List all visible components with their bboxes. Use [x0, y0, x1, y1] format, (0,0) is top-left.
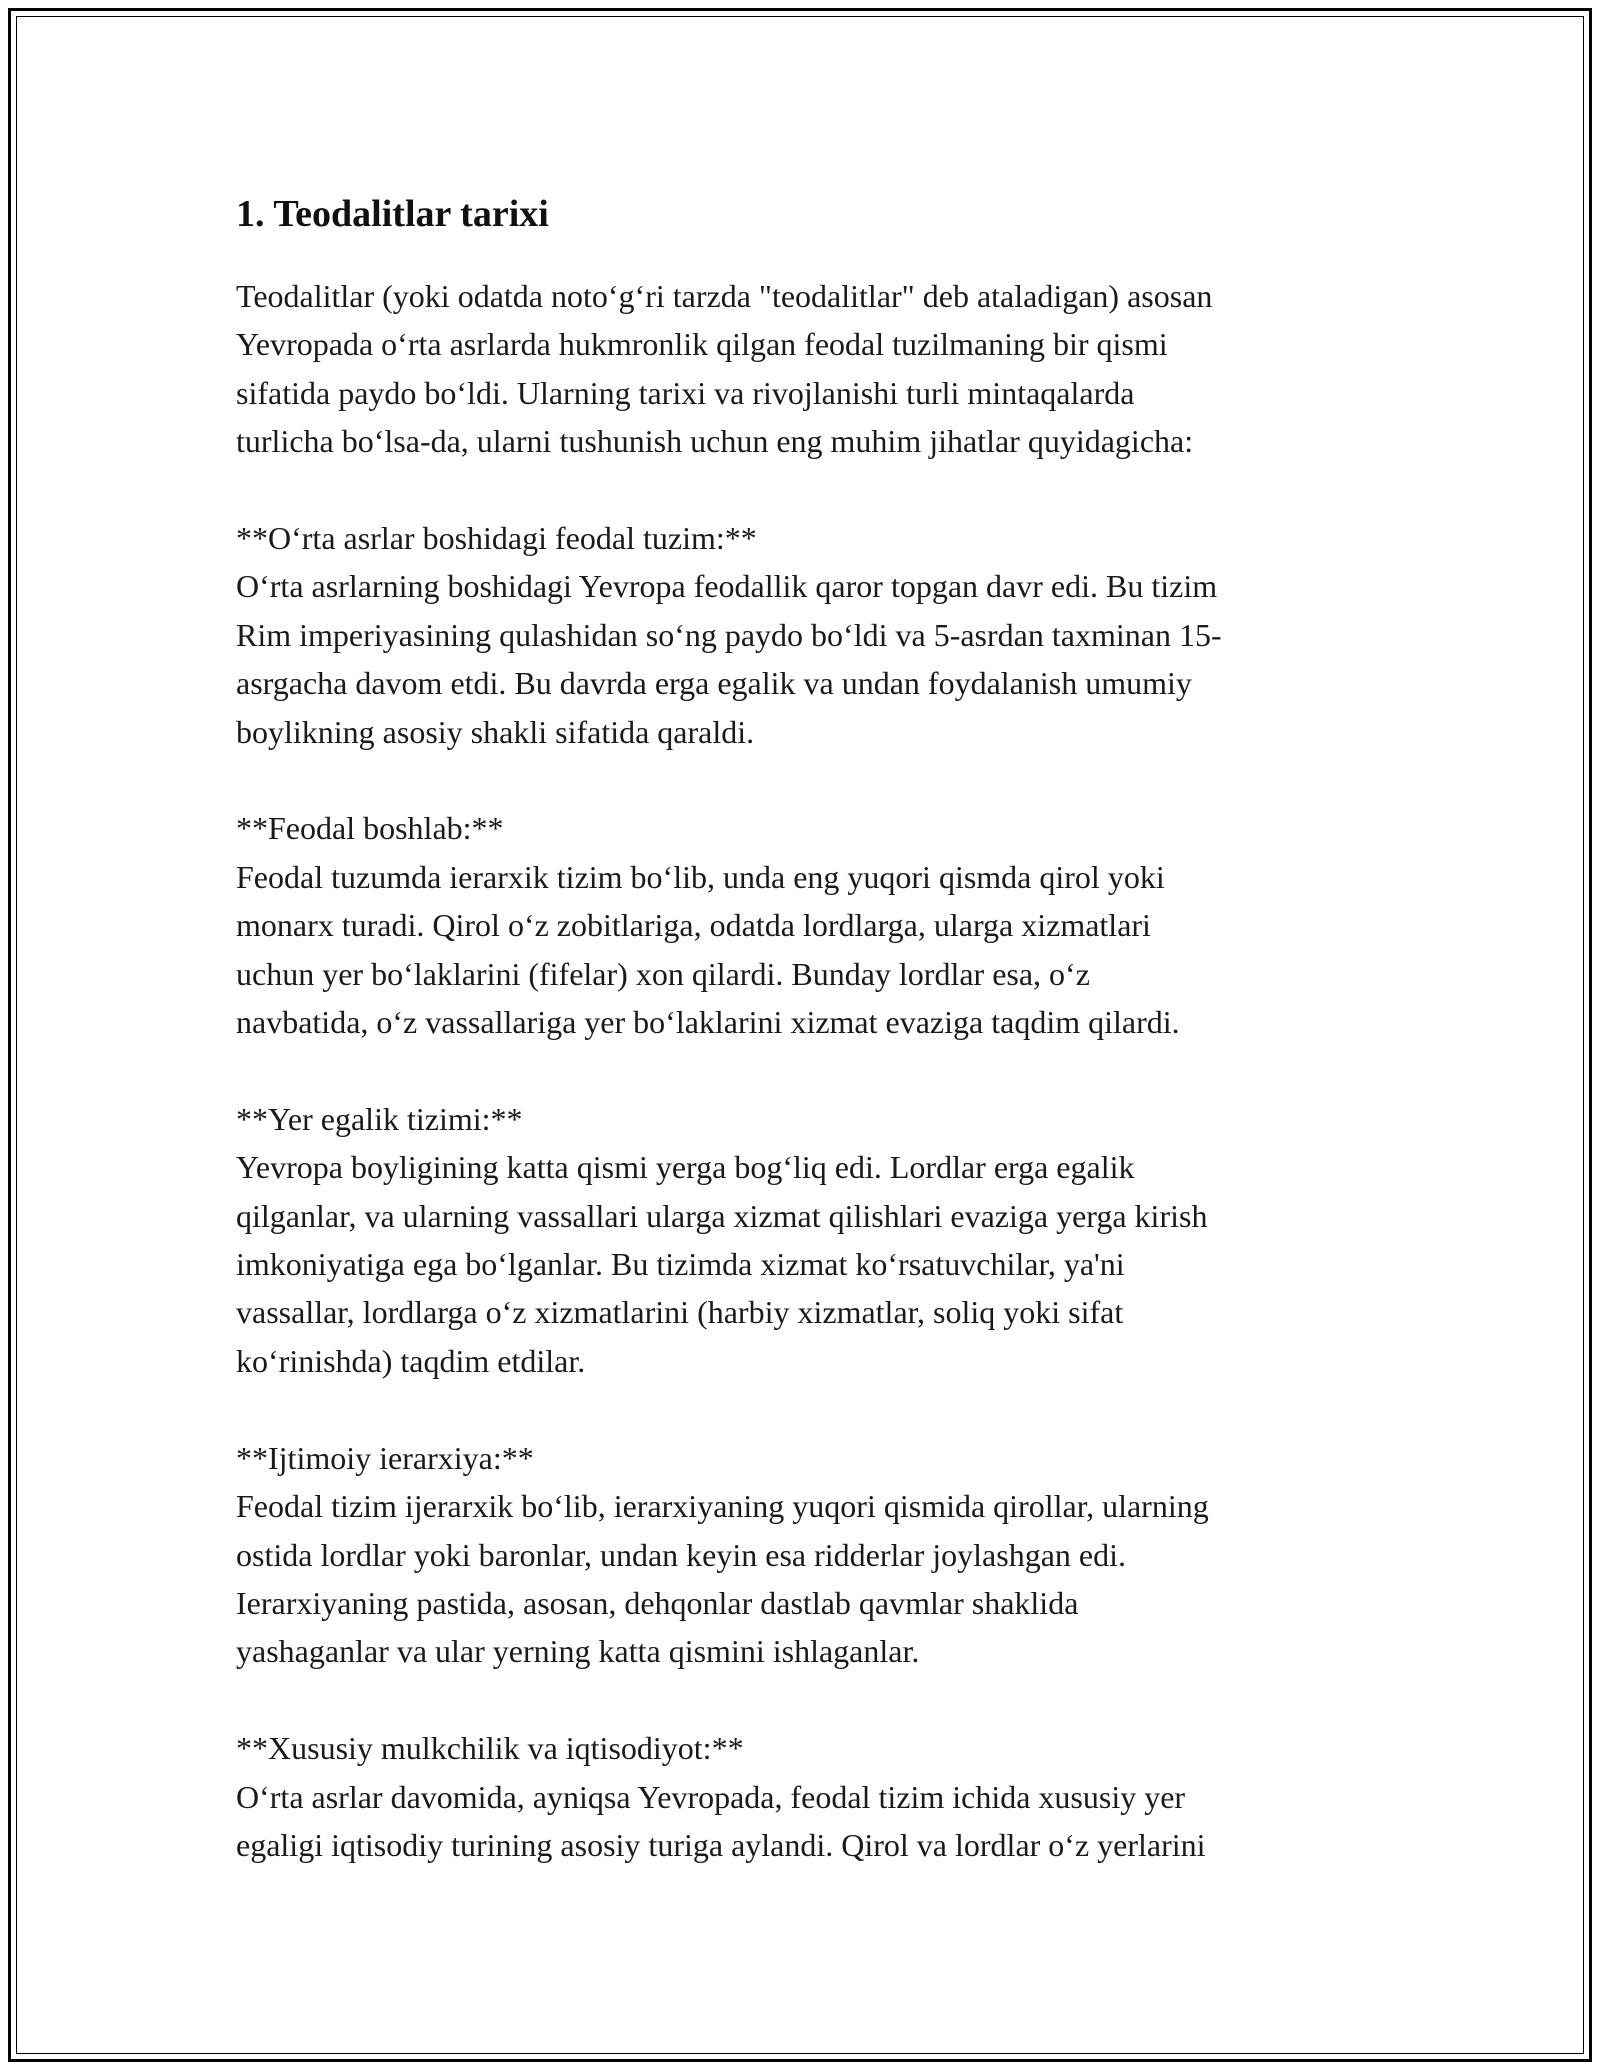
section-line: Yevropa boyligining katta qismi yerga bog‘liq edi. Lordlar erga egalik	[236, 1149, 1135, 1186]
section-line: Rim imperiyasining qulashidan so‘ng paydo bo‘ldi va 5-asrdan taxminan 15-	[236, 616, 1222, 653]
section-land-ownership	[236, 1095, 1396, 1385]
section-line: Feodal tuzumda ierarxik tizim bo‘lib, unda eng yuqori qismda qirol yoki	[236, 858, 1165, 895]
intro-line: sifatida paydo bo‘ldi. Ularning tarixi va rivojlanishi turli mintaqalarda	[236, 374, 1135, 411]
section-line: Ierarxiyaning pastida, asosan, dehqonlar dastlab qavmlar shaklida	[236, 1584, 1079, 1621]
section-line: ko‘rinishda) taqdim etdilar.	[236, 1342, 586, 1379]
section-title: **Feodal boshlab:**	[236, 810, 504, 847]
intro-line: turlicha bo‘lsa-da, ularni tushunish uchun eng muhim jihatlar quyidagicha:	[236, 423, 1194, 460]
section-line: O‘rta asrlarning boshidagi Yevropa feodallik qaror topgan davr edi. Bu tizim	[236, 568, 1218, 605]
section-private-property	[236, 1724, 1396, 1869]
section-early-middle-ages	[236, 514, 1396, 756]
section-title: **O‘rta asrlar boshidagi feodal tuzim:**	[236, 520, 757, 557]
section-line: egaligi iqtisodiy turining asosiy turiga aylandi. Qirol va lordlar o‘z yerlarini	[236, 1826, 1206, 1863]
section-line: uchun yer bo‘laklarini (fifelar) xon qilardi. Bunday lordlar esa, o‘z	[236, 955, 1090, 992]
section-line: navbatida, o‘z vassallariga yer bo‘laklarini xizmat evaziga taqdim qilardi.	[236, 1004, 1180, 1041]
section-feudal-start	[236, 804, 1396, 1046]
section-line: monarx turadi. Qirol o‘z zobitlariga, odatda lordlarga, ularga xizmatlari	[236, 907, 1151, 944]
intro-paragraph	[236, 272, 1396, 466]
section-line: yashaganlar va ular yerning katta qismini ishlaganlar.	[236, 1633, 920, 1670]
intro-line: Teodalitlar (yoki odatda noto‘g‘ri tarzda "teodalitlar" deb ataladigan) asosan	[236, 278, 1213, 314]
section-title: **Xususiy mulkchilik va iqtisodiyot:**	[236, 1730, 744, 1767]
section-line: boylikning asosiy shakli sifatida qaraldi.	[236, 713, 755, 750]
document-heading: 1. Teodalitlar tarixi	[236, 193, 549, 235]
section-title: **Ijtimoiy ierarxiya:**	[236, 1439, 534, 1476]
section-line: imkoniyatiga ega bo‘lganlar. Bu tizimda xizmat ko‘rsatuvchilar, ya'ni	[236, 1246, 1125, 1283]
intro-line: Yevropada o‘rta asrlarda hukmronlik qilgan feodal tuzilmaning bir qismi	[236, 326, 1168, 363]
document-body	[236, 186, 1396, 1918]
section-line: Feodal tizim ijerarxik bo‘lib, ierarxiyaning yuqori qismida qirollar, ularning	[236, 1488, 1209, 1525]
section-line: vassallar, lordlarga o‘z xizmatlarini (harbiy xizmatlar, soliq yoki sifat	[236, 1294, 1124, 1331]
section-social-hierarchy	[236, 1434, 1396, 1676]
section-title: **Yer egalik tizimi:**	[236, 1100, 523, 1137]
section-line: O‘rta asrlar davomida, ayniqsa Yevropada, feodal tizim ichida xususiy yer	[236, 1778, 1186, 1815]
section-line: qilganlar, va ularning vassallari ularga xizmat qilishlari evaziga yerga kirish	[236, 1197, 1208, 1234]
section-line: asrgacha davom etdi. Bu davrda erga egalik va undan foydalanish umumiy	[236, 665, 1192, 702]
section-line: ostida lordlar yoki baronlar, undan keyin esa ridderlar joylashgan edi.	[236, 1536, 1126, 1573]
